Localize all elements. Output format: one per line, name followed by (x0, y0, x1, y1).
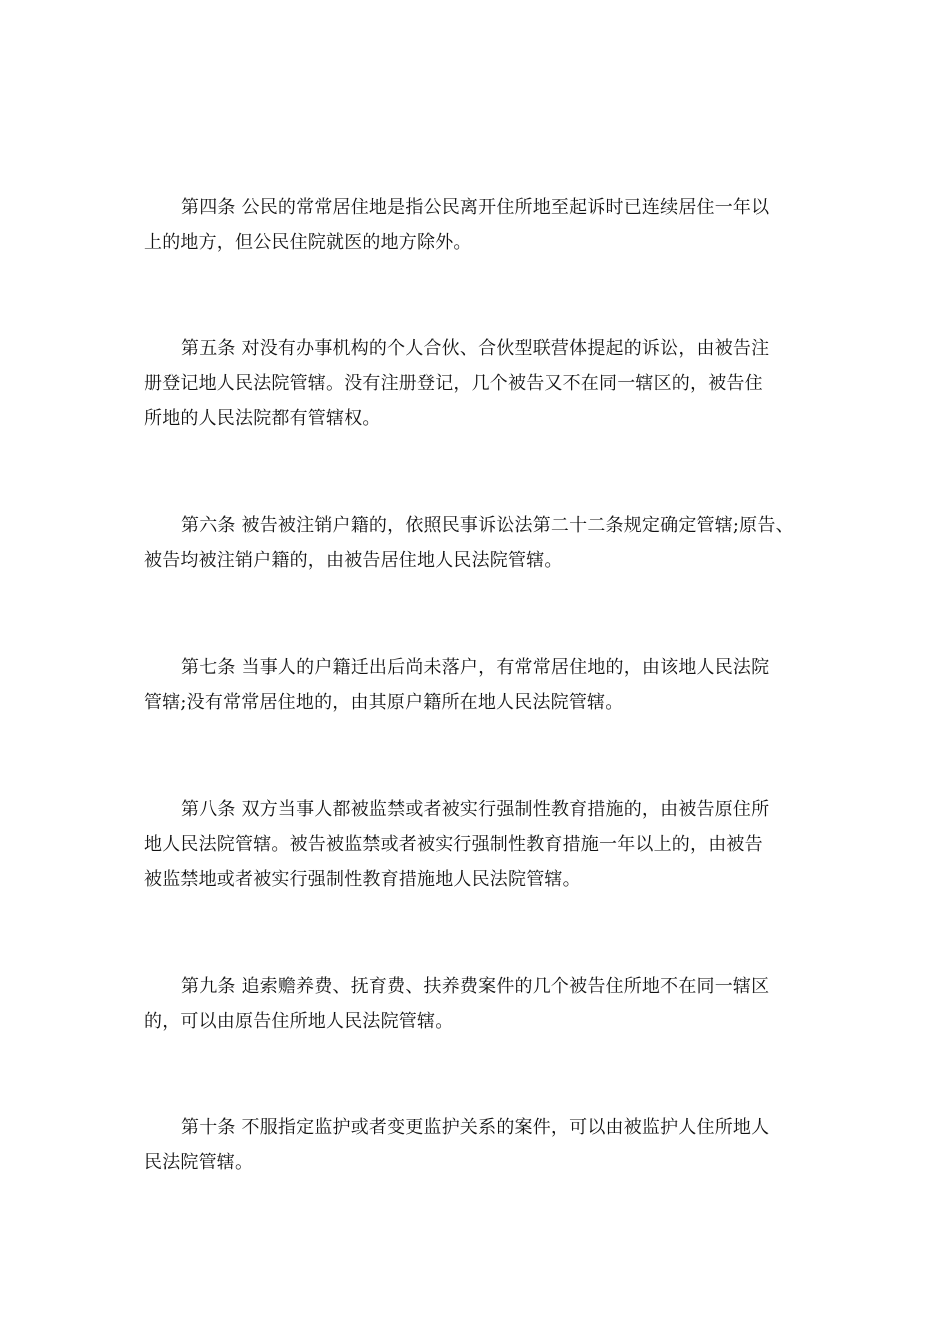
article-4-line-1: 第四条 公民的常常居住地是指公民离开住所地至起诉时已连续居住一年以 (181, 197, 770, 218)
article-5-line-1: 第五条 对没有办事机构的个人合伙、合伙型联营体提起的诉讼，由被告注 (181, 338, 770, 359)
article-8-line-1: 第八条 双方当事人都被监禁或者被实行强制性教育措施的，由被告原住所 (181, 799, 770, 820)
article-8-line-3: 被监禁地或者被实行强制性教育措施地人民法院管辖。 (144, 869, 581, 890)
article-6 (144, 508, 812, 578)
article-5-line-3: 所地的人民法院都有管辖权。 (144, 408, 381, 429)
article-5-line-2: 册登记地人民法院管辖。没有注册登记，几个被告又不在同一辖区的，被告住 (144, 373, 763, 394)
article-5 (144, 331, 812, 436)
article-6-line-1: 第六条 被告被注销户籍的，依照民事诉讼法第二十二条规定确定管辖;原告、 (181, 515, 794, 536)
article-9-line-1: 第九条 追索赡养费、抚育费、扶养费案件的几个被告住所地不在同一辖区 (181, 976, 770, 997)
article-7-line-2: 管辖;没有常常居住地的，由其原户籍所在地人民法院管辖。 (144, 692, 624, 713)
article-6-line-2: 被告均被注销户籍的，由被告居住地人民法院管辖。 (144, 550, 563, 571)
article-10-line-2: 民法院管辖。 (144, 1152, 254, 1173)
article-7-line-1: 第七条 当事人的户籍迁出后尚未落户，有常常居住地的，由该地人民法院 (181, 657, 770, 678)
article-9-line-2: 的，可以由原告住所地人民法院管辖。 (144, 1011, 454, 1032)
article-4-line-2: 上的地方，但公民住院就医的地方除外。 (144, 232, 472, 253)
article-7 (144, 650, 812, 720)
article-8-line-2: 地人民法院管辖。被告被监禁或者被实行强制性教育措施一年以上的，由被告 (144, 834, 763, 855)
article-10 (144, 1110, 812, 1180)
article-8 (144, 792, 812, 897)
article-9 (144, 969, 812, 1039)
article-4 (144, 190, 812, 260)
article-10-line-1: 第十条 不服指定监护或者变更监护关系的案件，可以由被监护人住所地人 (181, 1117, 770, 1138)
